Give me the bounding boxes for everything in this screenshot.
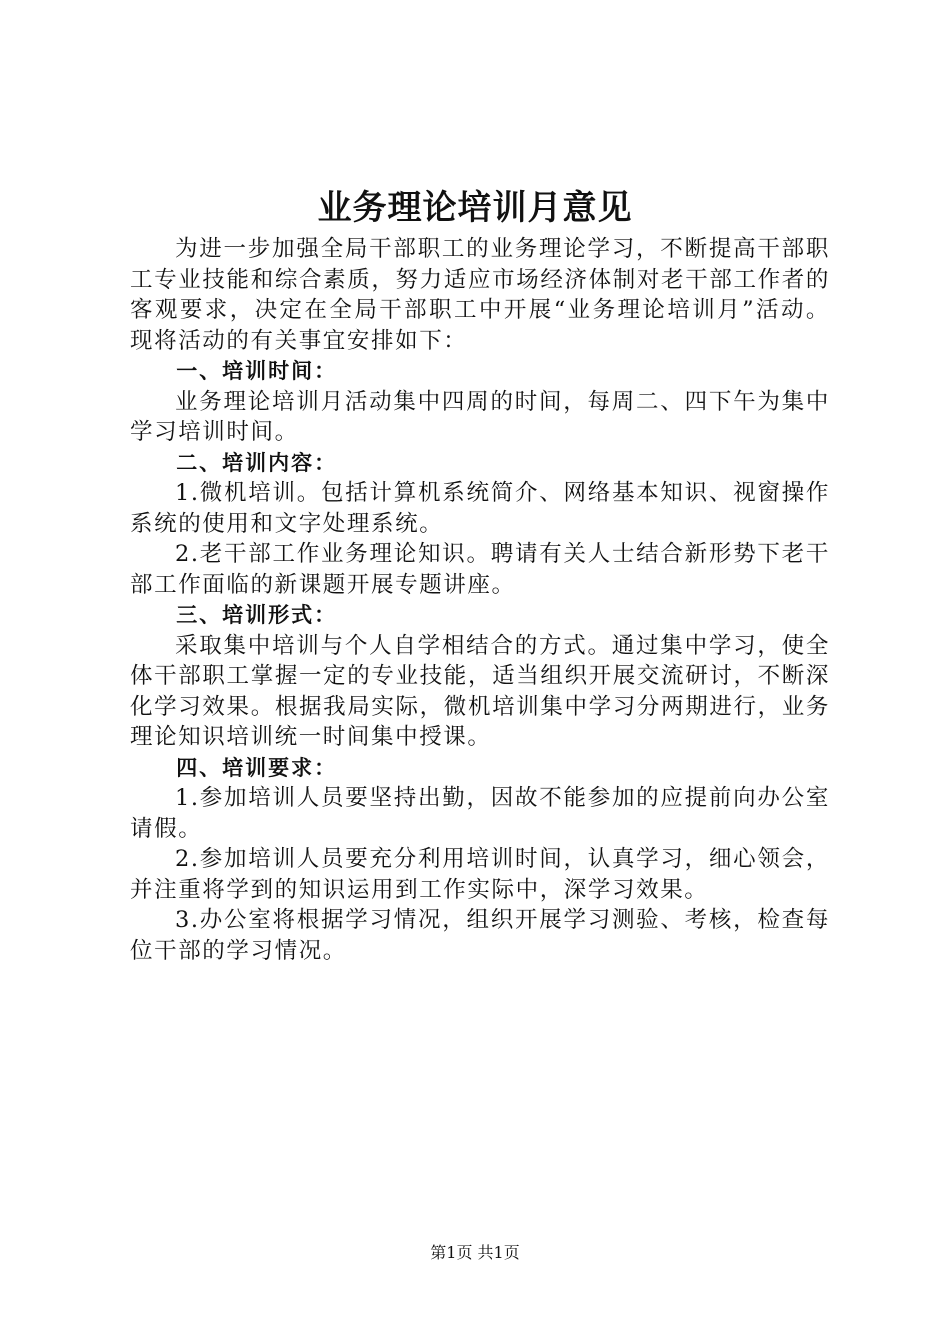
section-paragraph: 2.参加培训人员要充分利用培训时间，认真学习，细心领会，并注重将学到的知识运用到工作实际中，深学习效果。 [130, 846, 830, 903]
section-heading-format: 三、培训形式： [176, 603, 338, 627]
section-paragraph: 1.参加培训人员要坚持出勤，因故不能参加的应提前向办公室请假。 [130, 785, 830, 842]
section-paragraph: 1.微机培训。包括计算机系统简介、网络基本知识、视窗操作系统的使用和文字处理系统。 [130, 480, 830, 537]
document-body [130, 234, 830, 966]
section-paragraph: 采取集中培训与个人自学相结合的方式。通过集中学习，使全体干部职工掌握一定的专业技能，适当组织开展交流研讨，不断深化学习效果。根据我局实际，微机培训集中学习分两期进行，业务理论知识培训统一时间集中授课。 [130, 632, 830, 750]
section-heading-content: 二、培训内容： [176, 450, 338, 475]
section-heading-time: 一、培训时间： [176, 359, 338, 383]
section-paragraph: 业务理论培训月活动集中四周的时间，每周二、四下午为集中学习培训时间。 [130, 388, 830, 445]
page-footer: 第1页 共1页 [430, 1243, 520, 1262]
section-paragraph: 2.老干部工作业务理论知识。聘请有关人士结合新形势下老干部工作面临的新课题开展专题讲座。 [130, 541, 830, 598]
section-heading-requirements: 四、培训要求： [176, 755, 338, 780]
section-paragraph: 3.办公室将根据学习情况，组织开展学习测验、考核，检查每位干部的学习情况。 [130, 907, 830, 964]
document-title: 业务理论培训月意见 [317, 188, 633, 228]
intro-paragraph: 为进一步加强全局干部职工的业务理论学习，不断提高干部职工专业技能和综合素质，努力适应市场经济体制对老干部工作者的客观要求，决定在全局干部职工中开展“业务理论培训月”活动。现将活动的有关事宜安排如下： [130, 236, 830, 354]
